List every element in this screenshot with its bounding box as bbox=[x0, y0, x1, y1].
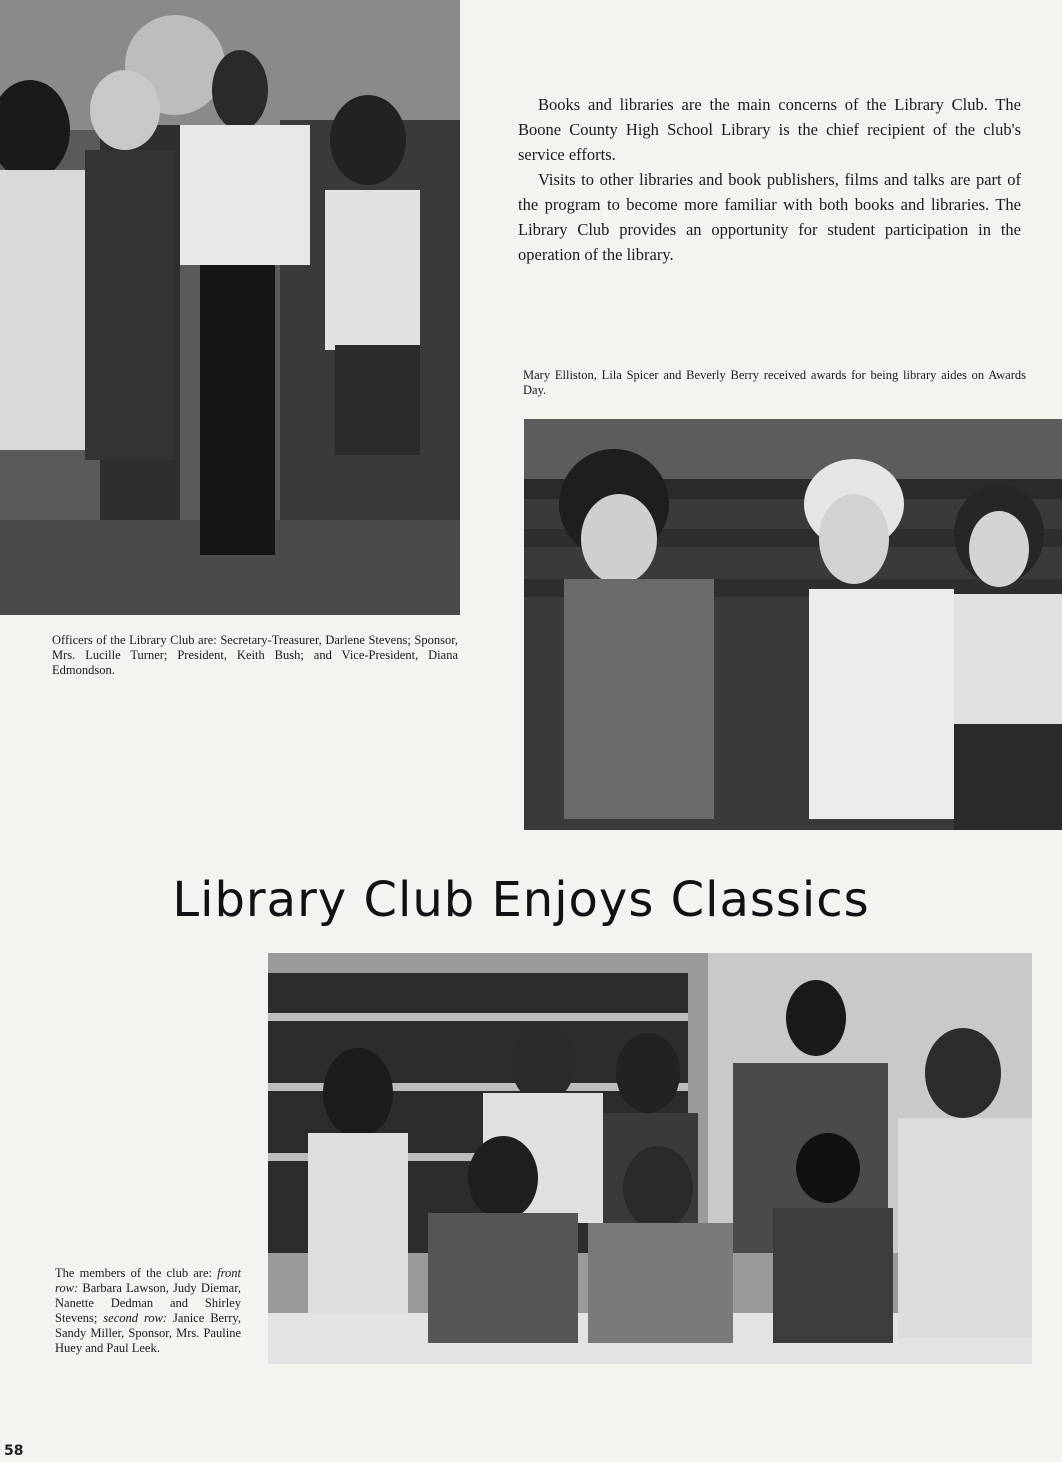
front-row-label: front row: bbox=[55, 1266, 241, 1295]
awards-photo bbox=[524, 419, 1062, 830]
intro-paragraph-1: Books and libraries are the main concerns of the Library Club. The Boone County High School Library is the chief recipient of the club's service efforts. bbox=[518, 95, 1021, 164]
intro-text bbox=[518, 92, 1021, 267]
officers-photo bbox=[0, 0, 460, 615]
page-number: 58 bbox=[4, 1443, 24, 1459]
second-row-label: second row: bbox=[103, 1311, 168, 1325]
front-row-names: Barbara Lawson, Judy Diemar, Nanette Dedman and Shirley Stevens; bbox=[55, 1281, 241, 1325]
intro-paragraph-2: Visits to other libraries and book publishers, films and talks are part of the program to become more familiar with both books and libraries. The Library Club provides an opportunity for student participation in the operation of the library. bbox=[518, 170, 1021, 264]
members-caption-lead: The members of the club are: bbox=[55, 1266, 212, 1280]
members-photo bbox=[268, 953, 1032, 1364]
members-caption bbox=[55, 1266, 241, 1356]
second-row-names: Janice Berry, Sandy Miller, Sponsor, Mrs. Pauline Huey and Paul Leek. bbox=[55, 1311, 241, 1355]
page-headline: Library Club Enjoys Classics bbox=[172, 872, 870, 928]
awards-caption: Mary Elliston, Lila Spicer and Beverly Berry received awards for being library aides on Awards Day. bbox=[523, 368, 1026, 397]
officers-caption: Officers of the Library Club are: Secretary-Treasurer, Darlene Stevens; Sponsor, Mrs. Lucille Turner; President, Keith Bush; and Vice-President, Diana Edmondson. bbox=[52, 633, 458, 677]
